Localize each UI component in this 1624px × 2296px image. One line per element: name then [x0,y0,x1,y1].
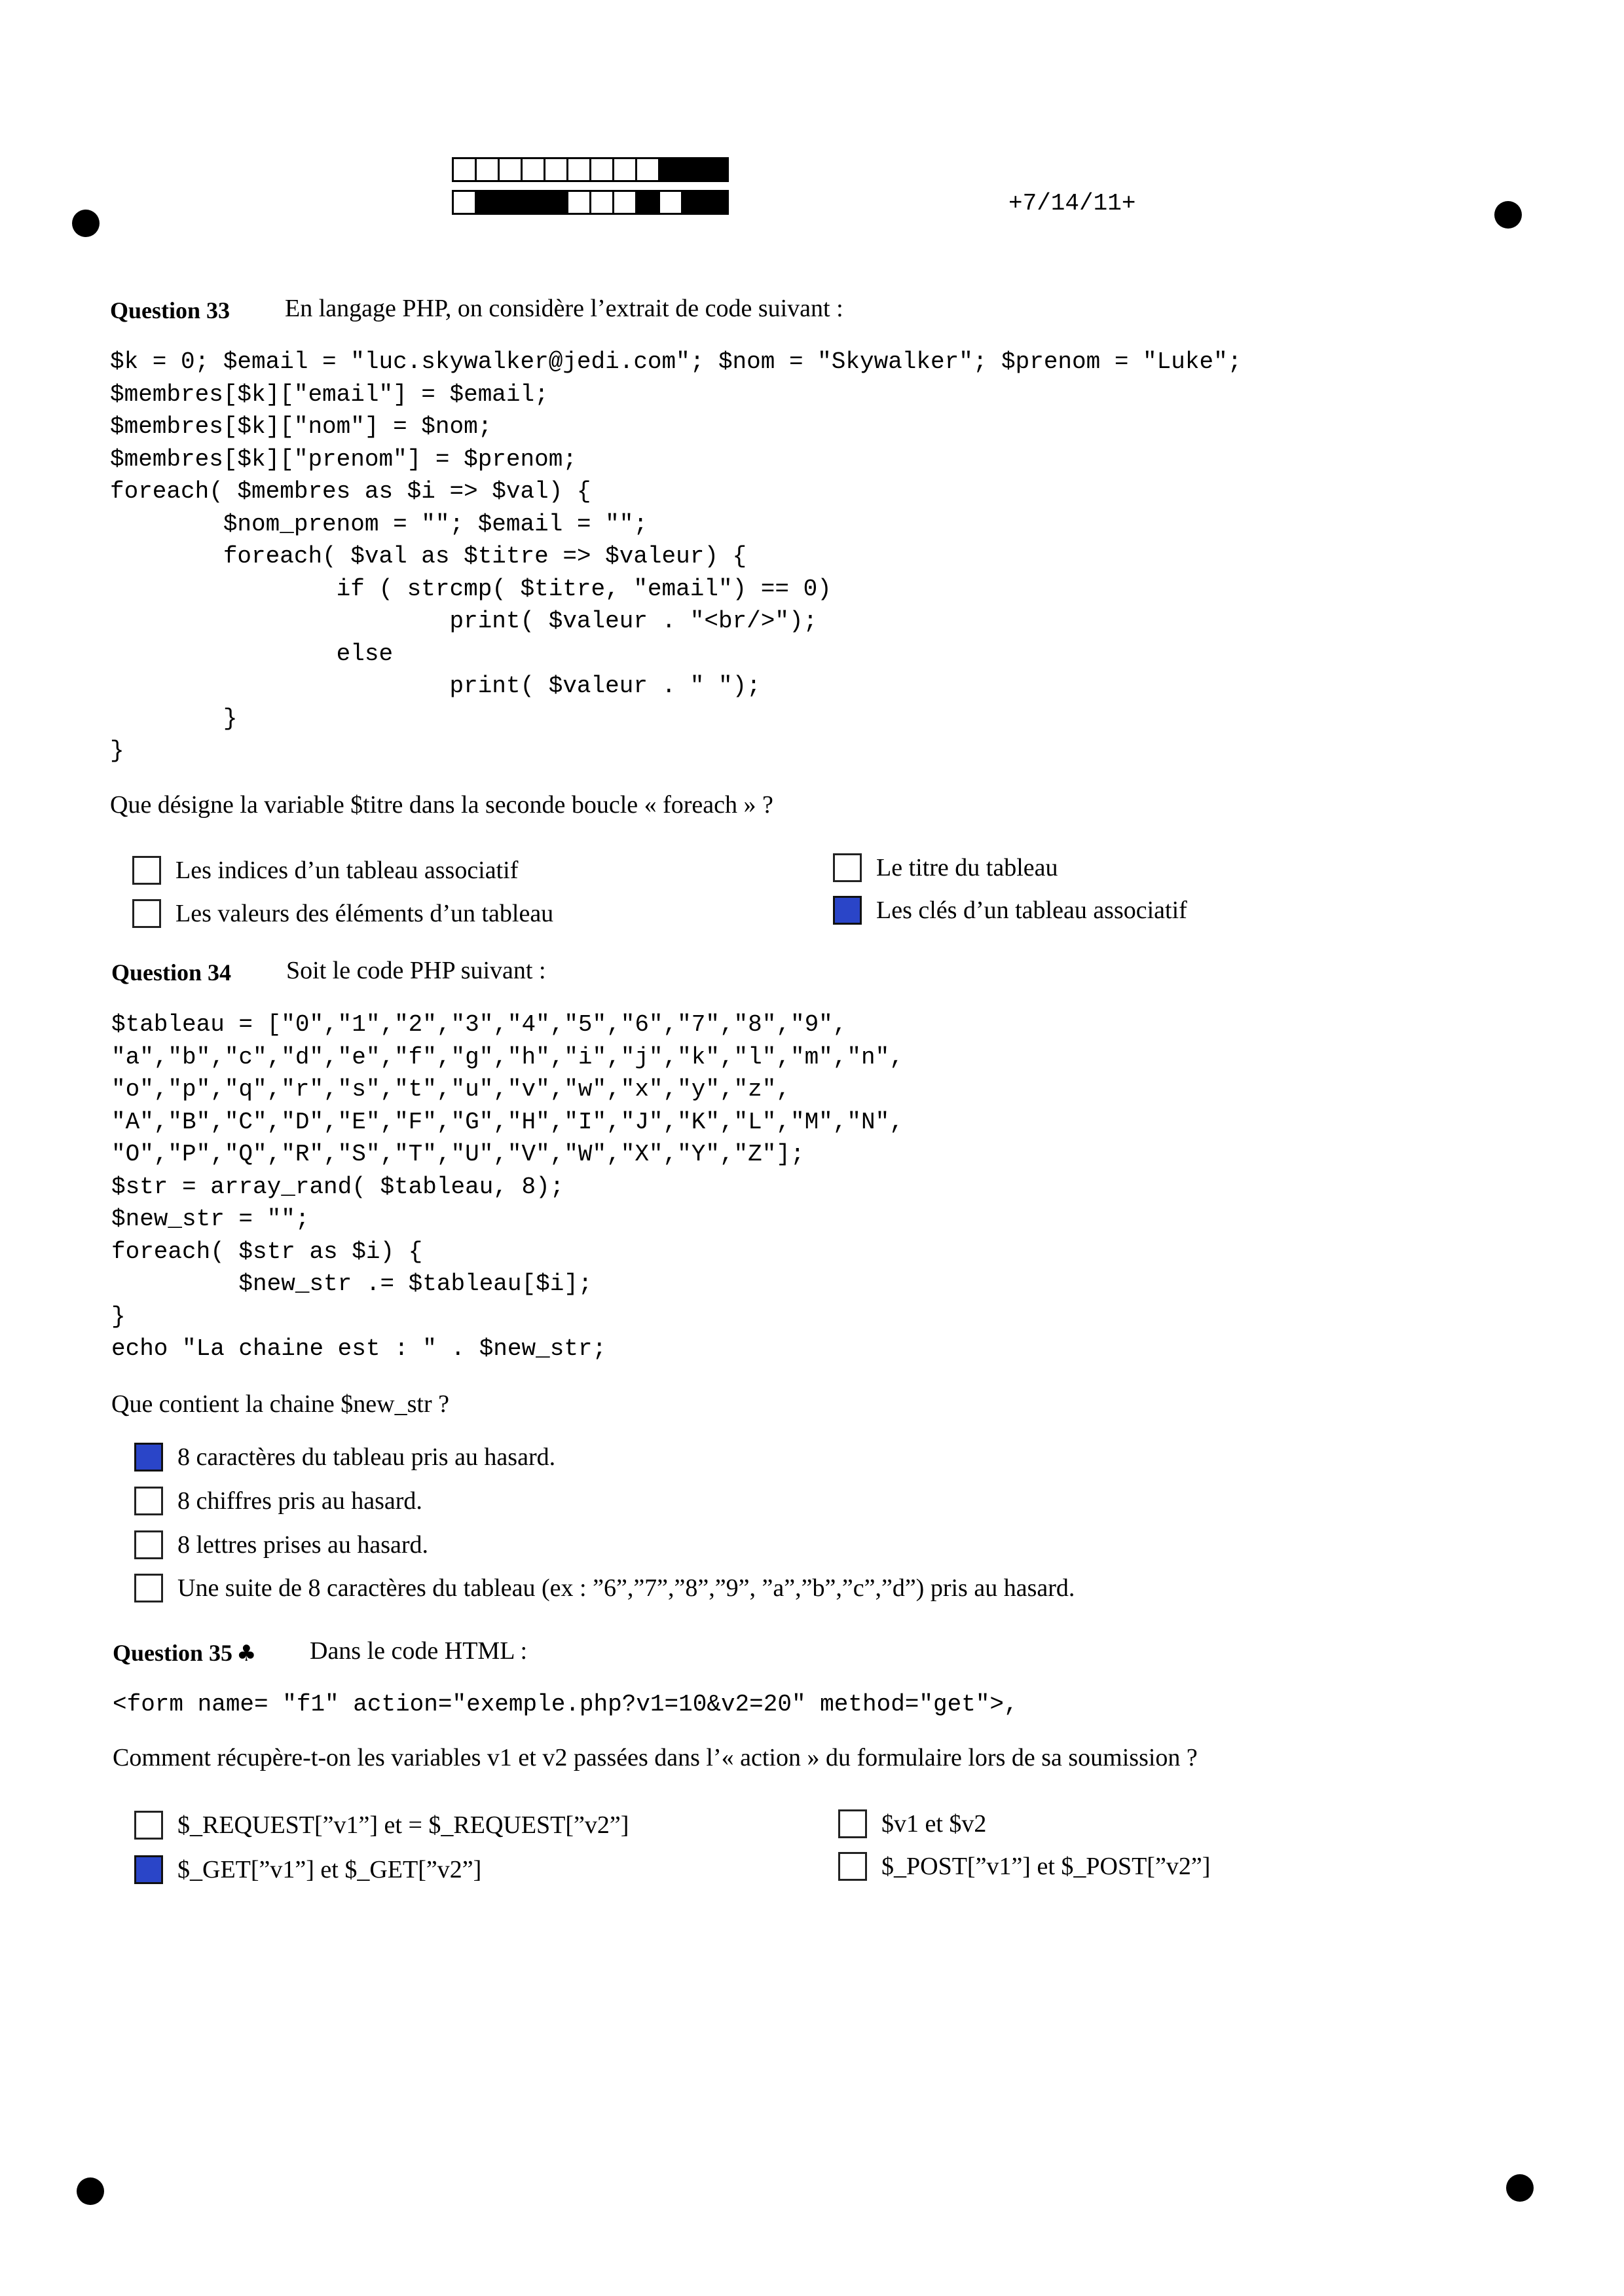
barcode-cell [704,157,729,182]
q33-option-1-label: Les indices d’un tableau associatif [175,857,519,884]
barcode-cell [544,157,568,182]
question-34-intro: Soit le code PHP suivant : [286,957,546,984]
q34-option-3-checkbox[interactable] [134,1530,163,1559]
q33-option-2[interactable] [132,899,553,928]
q33-option-2-label: Les valeurs des éléments d’un tableau [175,900,554,927]
question-33-title: Question 33 [110,297,231,324]
q35-option-3-label: $v1 et $v2 [881,1810,987,1838]
barcode-row-2 [452,190,727,215]
q33-option-3[interactable] [833,853,1058,882]
q34-option-2[interactable] [134,1487,422,1515]
corner-mark-bottom-left [77,2177,104,2205]
barcode-cell [635,157,660,182]
barcode-cell [475,190,500,215]
q35-option-3-checkbox[interactable] [838,1809,867,1838]
q33-option-2-checkbox[interactable] [132,899,161,928]
q35-option-3[interactable] [838,1809,986,1838]
barcode-cell [475,157,500,182]
barcode-cell [704,190,729,215]
q33-option-3-checkbox[interactable] [833,853,862,882]
q33-option-4-label: Les clés d’un tableau associatif [876,897,1187,924]
q34-option-3-label: 8 lettres prises au hasard. [177,1531,429,1559]
barcode-row-1 [452,157,727,182]
question-35-intro: Dans le code HTML : [310,1637,528,1665]
q35-option-2-label: $_GET[”v1”] et $_GET[”v2”] [177,1856,482,1883]
q33-option-1-checkbox[interactable] [132,856,161,885]
question-34-title: Question 34 [111,959,232,986]
question-35-title-text: Question 35 [113,1640,233,1666]
barcode-cell [658,157,683,182]
q35-option-4[interactable] [838,1852,1210,1881]
q33-option-1[interactable] [132,856,518,885]
q35-option-1-checkbox[interactable] [134,1811,163,1840]
barcode-cell [498,190,523,215]
q34-option-2-label: 8 chiffres pris au hasard. [177,1487,422,1515]
question-33-prompt: Que désigne la variable $titre dans la seconde boucle « foreach » ? [110,791,773,819]
q34-option-1-label: 8 caractères du tableau pris au hasard. [177,1443,556,1471]
club-icon: ♣ [236,1640,257,1667]
q33-option-3-label: Le titre du tableau [876,854,1058,881]
q34-option-3[interactable] [134,1530,428,1559]
question-35-title [113,1639,257,1667]
question-35-code: <form name= "f1" action="exemple.php?v1=10&v2=20" method="get">, [113,1691,1018,1718]
barcode-cell [658,190,683,215]
q34-option-1-checkbox[interactable] [134,1443,163,1472]
q35-option-4-checkbox[interactable] [838,1852,867,1881]
q34-option-4[interactable] [134,1574,1075,1602]
q35-option-2-checkbox[interactable] [134,1855,163,1884]
corner-mark-bottom-right [1506,2174,1534,2202]
barcode-cell [452,190,477,215]
corner-mark-top-right [1494,201,1522,229]
q34-option-4-checkbox[interactable] [134,1574,163,1602]
barcode-cell [566,190,591,215]
barcode-cell [612,190,637,215]
barcode-cell [589,157,614,182]
barcode-cell [681,190,706,215]
barcode-cell [452,157,477,182]
barcode-cell [635,190,660,215]
question-33-code: $k = 0; $email = "luc.skywalker@jedi.com"; $nom = "Skywalker"; $prenom = "Luke"; $membres[$k]["email"] = $email; $membres[$k]["nom"] = $nom; $membres[$k]["prenom"] = $prenom; foreach( $membres as $i => $val) { $nom_prenom = ""; $email = ""; foreach( $val as $titre => $valeur) { if ( strcmp( $titre, "email") == 0) print( $valeur . "<br/>"); else print( $valeur . " "); } } [110,348,1242,764]
barcode-cell [521,190,545,215]
q35-option-4-label: $_POST[”v1”] et $_POST[”v2”] [881,1853,1211,1880]
q35-option-2[interactable] [134,1855,481,1884]
q34-option-1[interactable] [134,1443,555,1472]
barcode-cell [589,190,614,215]
question-34-code: $tableau = ["0","1","2","3","4","5","6","7","8","9", "a","b","c","d","e","f","g","h","i","j","k","l","m","n", "o","p","q","r","s","t","u","v","w","x","y","z", "A","B","C","D","E","F","G","H","I","J","K","L","M","N", "O","P","Q","R","S","T","U","V","W","X","Y","Z"]; $str = array_rand( $tableau, 8); $new_str = ""; foreach( $str as $i) { $new_str .= $tableau[$i]; } echo "La chaine est : " . $new_str; [111,1011,904,1362]
question-34-prompt: Que contient la chaine $new_str ? [111,1390,449,1418]
barcode-cell [498,157,523,182]
barcode-cell [681,157,706,182]
barcode-cell [521,157,545,182]
question-35-prompt: Comment récupère-t-on les variables v1 et v2 passées dans l’« action » du formulaire lors de sa soumission ? [113,1744,1198,1771]
q35-option-1[interactable] [134,1811,629,1840]
q34-option-2-checkbox[interactable] [134,1487,163,1515]
q33-option-4[interactable] [833,896,1187,925]
page-code: +7/14/11+ [1008,190,1136,217]
barcode-cell [612,157,637,182]
q35-option-1-label: $_REQUEST[”v1”] et = $_REQUEST[”v2”] [177,1811,629,1839]
q33-option-4-checkbox[interactable] [833,896,862,925]
question-33-intro: En langage PHP, on considère l’extrait de code suivant : [285,295,843,322]
barcode-cell [566,157,591,182]
corner-mark-top-left [72,210,100,237]
barcode-cell [544,190,568,215]
q34-option-4-label: Une suite de 8 caractères du tableau (ex : ”6”,”7”,”8”,”9”, ”a”,”b”,”c”,”d”) pris au hasard. [177,1574,1075,1602]
